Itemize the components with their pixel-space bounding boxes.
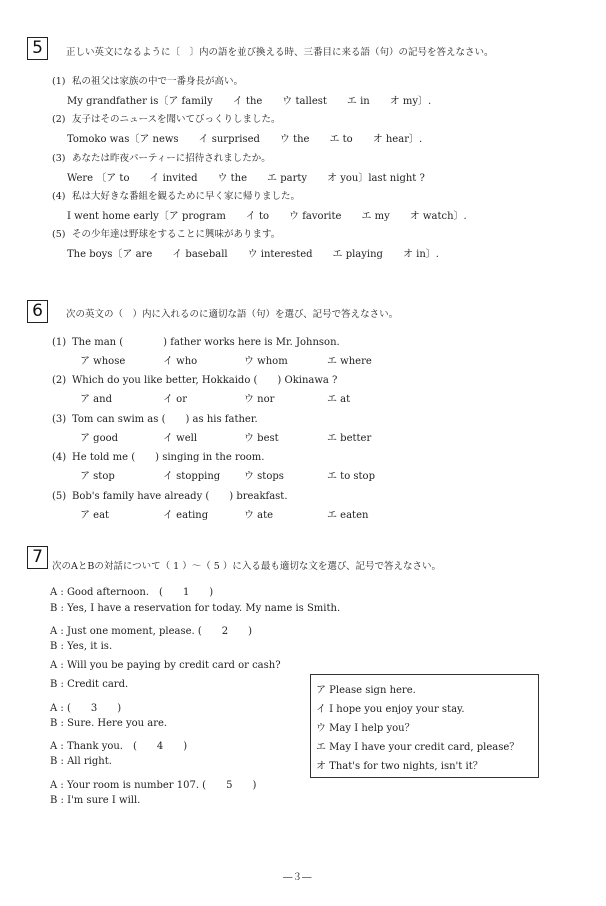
s6-q5-opt-c: ウ ate: [244, 510, 274, 521]
choice-e: オ That's for two nights, isn't it？: [316, 761, 483, 772]
s5-q5-jp: (5) その少年達は野球をすることに興味があります。: [52, 229, 281, 240]
s6-q3-opt-d: エ better: [327, 433, 372, 444]
s6-q4-opt-a: ア stop: [80, 471, 115, 482]
s6-q1: (1) The man ( ) father works here is Mr. Johnson.: [52, 337, 340, 348]
dialogue-line-4: B : Yes, it is.: [50, 641, 113, 652]
dialogue-line-10: B : All right.: [50, 756, 112, 767]
s6-q2-opt-c: ウ nor: [244, 394, 275, 405]
s6-q2-opt-d: エ at: [327, 394, 351, 405]
section-number-6: 6: [27, 300, 48, 323]
s6-q2: (2) Which do you like better, Hokkaido ( ) Okinawa ?: [52, 375, 338, 386]
s6-q4-opt-d: エ to stop: [327, 471, 375, 482]
s5-q3-en: Were 〔ア to イ invited ウ the エ party オ you〕last night ?: [67, 173, 425, 184]
dialogue-line-6: B : Credit card.: [50, 679, 129, 690]
section-number-7: 7: [27, 546, 48, 569]
s6-q5: (5) Bob's family have already ( ) breakfast.: [52, 491, 288, 502]
section-7-instruction: 次のAとBの対話について（ 1 ）～（ 5 ）に入る最も適切な文を選び、記号で答えなさい。: [52, 561, 441, 572]
dialogue-line-9: A : Thank you. ( 4 ): [50, 741, 188, 752]
page-number: ―３―: [283, 872, 312, 883]
s5-q4-en: I went home early〔ア program イ to ウ favorite エ my オ watch〕.: [67, 211, 467, 222]
dialogue-line-1: A : Good afternoon. ( 1 ): [50, 587, 214, 598]
dialogue-line-3: A : Just one moment, please. ( 2 ): [50, 626, 253, 637]
dialogue-line-11: A : Your room is number 107. ( 5 ): [50, 780, 257, 791]
dialogue-line-8: B : Sure. Here you are.: [50, 718, 168, 729]
s6-q4-opt-c: ウ stops: [244, 471, 284, 482]
s6-q2-opt-b: イ or: [163, 394, 187, 405]
s6-q5-opt-d: エ eaten: [327, 510, 369, 521]
choice-b: イ I hope you enjoy your stay.: [316, 704, 465, 715]
answer-choices-box: [310, 674, 539, 778]
choice-c: ウ May I help you？: [316, 723, 415, 734]
s6-q4: (4) He told me ( ) singing in the room.: [52, 452, 265, 463]
s5-q1-jp: (1) 私の祖父は家族の中で一番身長が高い。: [52, 76, 244, 87]
s5-q5-en: The boys〔ア are イ baseball ウ interested エ playing オ in〕.: [67, 249, 439, 260]
s6-q3-opt-b: イ well: [163, 433, 198, 444]
s5-q2-jp: (2) 友子はそのニュースを聞いてびっくりしました。: [52, 114, 281, 125]
section-6-instruction: 次の英文の（ ）内に入れるのに適切な語（句）を選び、記号で答えなさい。: [66, 309, 399, 320]
s6-q2-opt-a: ア and: [80, 394, 112, 405]
dialogue-line-5: A : Will you be paying by credit card or cash?: [50, 660, 281, 671]
s6-q1-opt-d: エ where: [327, 356, 372, 367]
s6-q1-opt-c: ウ whom: [244, 356, 288, 367]
section-number-5: 5: [27, 37, 48, 60]
s6-q3-opt-a: ア good: [80, 433, 119, 444]
s5-q3-jp: (3) あなたは昨夜パーティーに招待されましたか。: [52, 153, 271, 164]
s5-q2-en: Tomoko was〔ア news イ surprised ウ the エ to オ hear〕.: [67, 134, 423, 145]
s6-q1-opt-b: イ who: [163, 356, 198, 367]
choice-d: エ May I have your credit card, please？: [316, 742, 520, 753]
s6-q3: (3) Tom can swim as ( ) as his father.: [52, 414, 258, 425]
s6-q4-opt-b: イ stopping: [163, 471, 221, 482]
dialogue-line-12: B : I'm sure I will.: [50, 795, 141, 806]
s5-q1-en: My grandfather is〔ア family イ the ウ tallest エ in オ my〕.: [67, 96, 432, 107]
dialogue-line-2: B : Yes, I have a reservation for today. My name is Smith.: [50, 603, 341, 614]
section-5-instruction: 正しい英文になるように〔 〕内の語を並び換える時、三番目に来る語（句）の記号を答えなさい。: [66, 47, 494, 58]
choice-a: ア Please sign here.: [316, 685, 416, 696]
s6-q5-opt-b: イ eating: [163, 510, 209, 521]
s6-q3-opt-c: ウ best: [244, 433, 279, 444]
s5-q4-jp: (4) 私は大好きな番組を観るために早く家に帰りました。: [52, 191, 301, 202]
s6-q5-opt-a: ア eat: [80, 510, 110, 521]
dialogue-line-7: A : ( 3 ): [50, 703, 122, 714]
s6-q1-opt-a: ア whose: [80, 356, 126, 367]
